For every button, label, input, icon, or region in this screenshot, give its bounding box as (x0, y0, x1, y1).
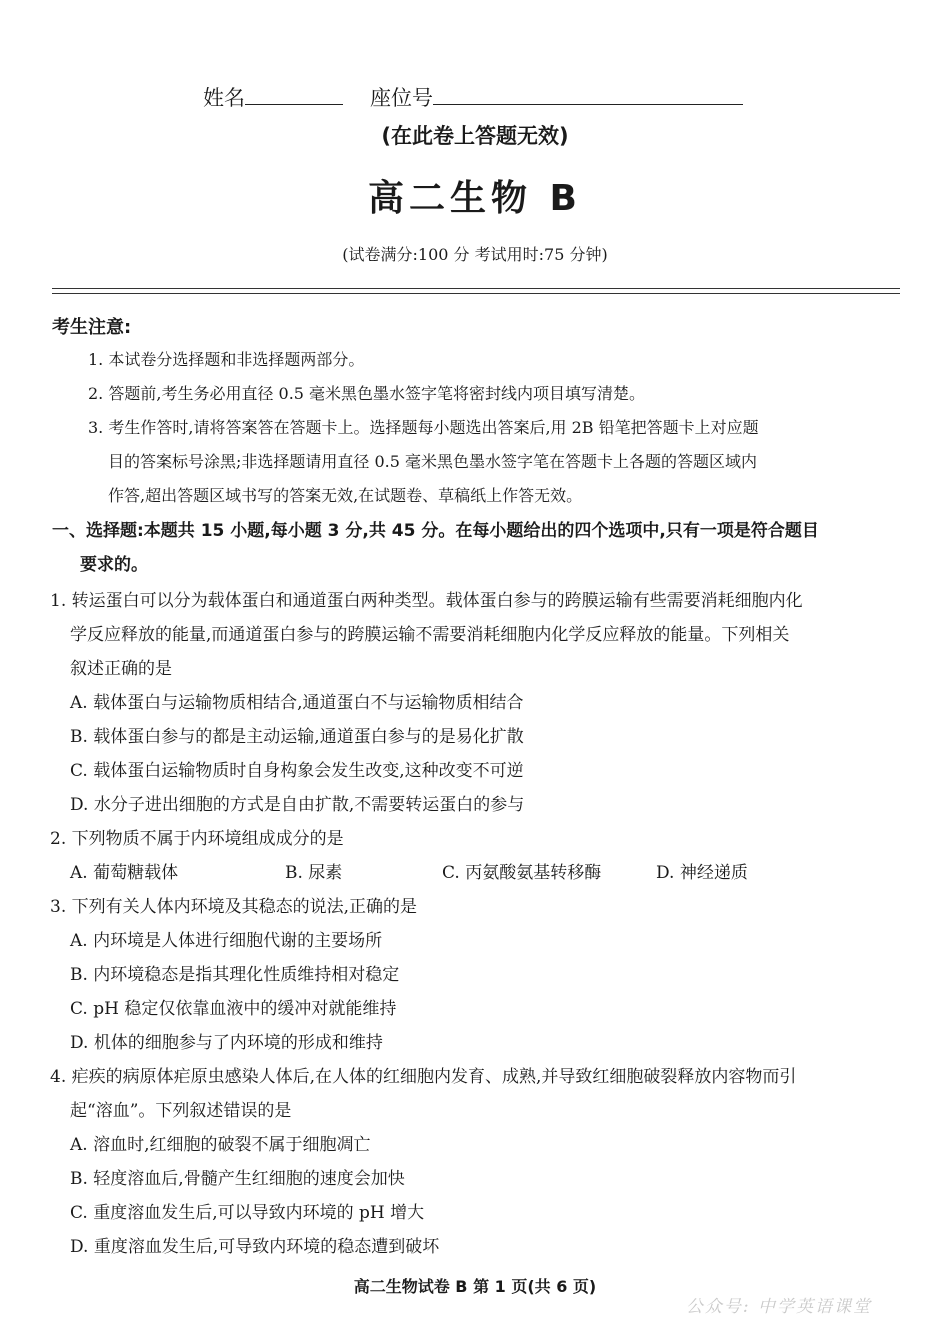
section-header-line-2: 要求的。 (80, 555, 148, 575)
name-label: 姓名 (203, 86, 245, 110)
q3-option-d: D. 机体的细胞参与了内环境的形成和维持 (70, 1033, 383, 1053)
q4-option-d: D. 重度溶血发生后,可导致内环境的稳态遭到破坏 (70, 1237, 440, 1257)
invalid-note: (在此卷上答题无效) (381, 124, 569, 148)
q1-option-c: C. 载体蛋白运输物质时自身构象会发生改变,这种改变不可逆 (70, 761, 524, 781)
notice-line-2: 2. 答题前,考生务必用直径 0.5 毫米黑色墨水签字笔将密封线内项目填写清楚。 (88, 384, 646, 403)
name-blank (245, 84, 343, 105)
q2-option-b: B. 尿素 (285, 863, 343, 883)
q1-option-d: D. 水分子进出细胞的方式是自由扩散,不需要转运蛋白的参与 (70, 795, 525, 815)
q3-option-a: A. 内环境是人体进行细胞代谢的主要场所 (70, 931, 383, 951)
q1-stem-line-2: 学反应释放的能量,而通道蛋白参与的跨膜运输不需要消耗细胞内化学反应释放的能量。下列相关 (70, 625, 790, 645)
notice-line-1: 1. 本试卷分选择题和非选择题两部分。 (88, 350, 365, 369)
seat-label: 座位号 (370, 86, 433, 110)
notice-title: 考生注意: (52, 317, 132, 338)
q4-option-a: A. 溶血时,红细胞的破裂不属于细胞凋亡 (70, 1135, 371, 1155)
q1-stem-line-1: 1. 转运蛋白可以分为载体蛋白和通道蛋白两种类型。载体蛋白参与的跨膜运输有些需要消耗细胞内化 (50, 591, 803, 611)
q2-option-d: D. 神经递质 (656, 863, 748, 883)
watermark: 公众号: 中学英语课堂 (685, 1297, 872, 1317)
q1-option-b: B. 载体蛋白参与的都是主动运输,通道蛋白参与的是易化扩散 (70, 727, 524, 747)
header-rule-bottom (52, 293, 900, 294)
q3-option-c: C. pH 稳定仅依靠血液中的缓冲对就能维持 (70, 999, 397, 1019)
header-rule-top (52, 288, 900, 289)
q2-option-a: A. 葡萄糖载体 (70, 863, 179, 883)
q4-stem-line-2: 起“溶血”。下列叙述错误的是 (70, 1101, 292, 1121)
q4-stem-line-1: 4. 疟疾的病原体疟原虫感染人体后,在人体的红细胞内发育、成熟,并导致红细胞破裂释放内容物而引 (50, 1067, 797, 1087)
q4-option-c: C. 重度溶血发生后,可以导致内环境的 pH 增大 (70, 1203, 425, 1223)
page-title: 高二生物 B (368, 178, 582, 219)
notice-line-5: 作答,超出答题区域书写的答案无效,在试题卷、草稿纸上作答无效。 (108, 486, 583, 505)
name-field (203, 82, 343, 112)
q2-option-c: C. 丙氨酸氨基转移酶 (442, 863, 602, 883)
notice-line-4: 目的答案标号涂黑;非选择题请用直径 0.5 毫米黑色墨水签字笔在答题卡上各题的答题区域内 (108, 452, 758, 471)
q2-stem: 2. 下列物质不属于内环境组成成分的是 (50, 829, 344, 849)
q1-option-a: A. 载体蛋白与运输物质相结合,通道蛋白不与运输物质相结合 (70, 693, 524, 713)
page-footer: 高二生物试卷 B 第 1 页(共 6 页) (353, 1277, 597, 1296)
notice-line-3: 3. 考生作答时,请将答案答在答题卡上。选择题每小题选出答案后,用 2B 铅笔把答题卡上对应题 (88, 418, 759, 437)
exam-meta: (试卷满分:100 分 考试用时:75 分钟) (342, 245, 608, 264)
section-header-line-1: 一、选择题:本题共 15 小题,每小题 3 分,共 45 分。在每小题给出的四个选项中,只有一项是符合题目 (52, 521, 819, 541)
seat-field (370, 82, 743, 112)
q3-option-b: B. 内环境稳态是指其理化性质维持相对稳定 (70, 965, 400, 985)
seat-blank (433, 84, 743, 105)
q1-stem-line-3: 叙述正确的是 (70, 659, 172, 679)
q4-option-b: B. 轻度溶血后,骨髓产生红细胞的速度会加快 (70, 1169, 405, 1189)
q3-stem: 3. 下列有关人体内环境及其稳态的说法,正确的是 (50, 897, 418, 917)
